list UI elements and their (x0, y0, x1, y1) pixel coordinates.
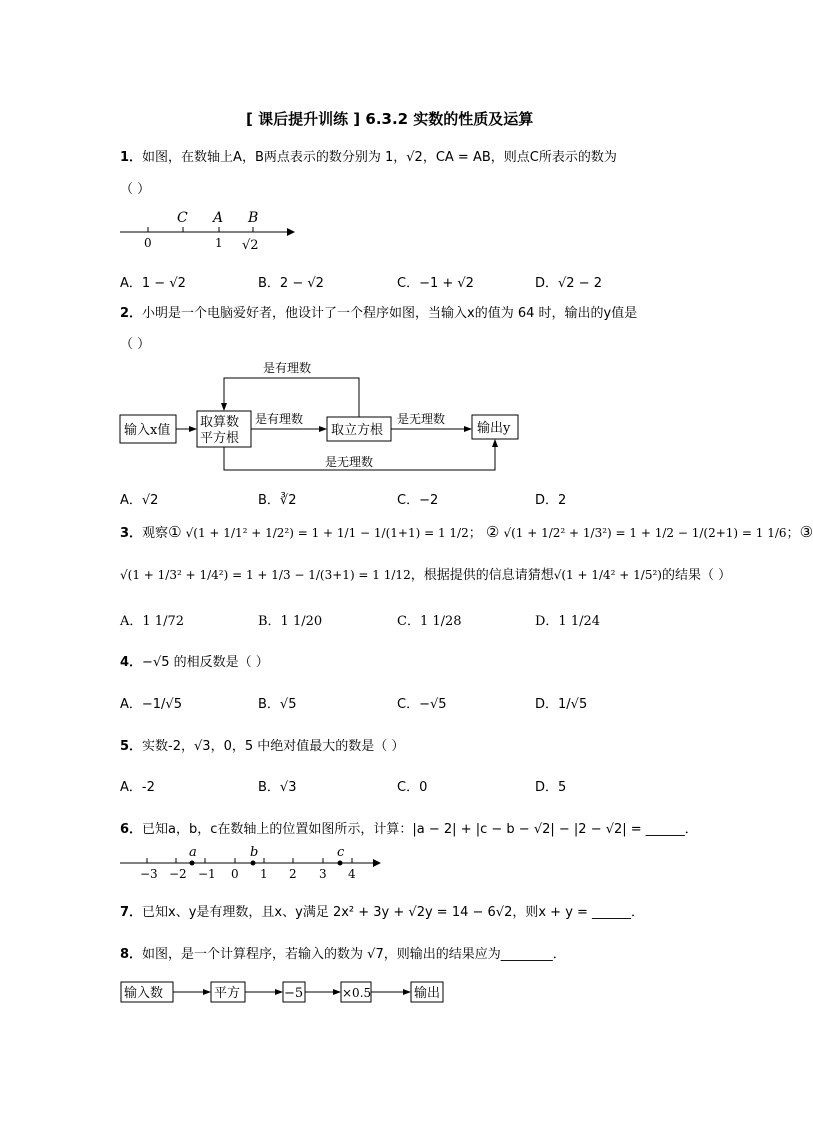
flow-step1-line1: 取算数 (200, 415, 240, 430)
axis-label-b: B (248, 210, 259, 226)
question-text: 小明是一个电脑爱好者，他设计了一个程序如图，当输入x的值为 64 时，输出的y值是 (142, 306, 638, 321)
flow-box-input: 输入数 (124, 986, 164, 1001)
equation-1: √(1 + 1/1² + 1/2²) = 1 + 1/1 − 1/(1+1) = 1 1/2 (185, 526, 469, 540)
guess-expression: √(1 + 1/4² + 1/5²) (553, 568, 662, 582)
question-paren: （ ） (120, 337, 151, 352)
circle-1: ① (168, 523, 182, 541)
option-a: A．-2 (120, 780, 155, 795)
point-a-label: a (189, 845, 197, 860)
flow-box-times05: ×0.5 (342, 986, 372, 1000)
q8-flowchart (115, 978, 455, 1008)
question-text: 已知a，b，c在数轴上的位置如图所示，计算：|a − 2| + |c − b − √2| − |2 − √2| = ______． (142, 822, 698, 837)
question-3: 3．观察① √(1 + 1/1² + 1/2²) = 1 + 1/1 − 1/(1+1) = 1 1/2； ② √(1 + 1/2² + 1/3²) = 1 + 1/2 − 1/(2+1) = 1 1/6；③ (120, 523, 813, 541)
option-d: D．1 1/24 (535, 614, 601, 629)
question-text: 如图，在数轴上A，B两点表示的数分别为 1，√2，CA = AB，则点C所表示的数为 (142, 150, 617, 165)
question-number: 3． (120, 526, 143, 541)
question-number: 5． (120, 739, 143, 754)
option-a: A．√2 (120, 493, 159, 508)
circle-2: ② (485, 523, 500, 541)
question-number: 4． (120, 655, 143, 670)
question-number: 1． (120, 150, 143, 165)
question-text: 实数-2，√3，0，5 中绝对值最大的数是（ ） (142, 739, 405, 754)
tick-label: 3 (319, 867, 327, 881)
q6-number-line (115, 842, 385, 882)
option-b: B．√3 (258, 780, 297, 795)
question-text: 如图，是一个计算程序，若输入的数为 √7，则输出的结果应为________． (142, 947, 566, 962)
question-4 (120, 651, 269, 670)
tick-label: −1 (198, 867, 216, 881)
tick-label: 4 (348, 867, 356, 881)
question-6 (120, 818, 698, 837)
question-tail: 的结果（ ） (661, 568, 732, 583)
option-d: D．5 (535, 780, 567, 795)
option-c: C．−2 (397, 493, 439, 508)
flow-arrow2-label: 是无理数 (397, 412, 446, 426)
question-text: ，根据提供的信息请猜想 (410, 568, 554, 583)
flow-box-square: 平方 (214, 986, 241, 1001)
tick-label: −2 (169, 867, 187, 881)
axis-tick-0: 0 (144, 236, 152, 250)
option-a: A．1 1/72 (120, 614, 184, 629)
q2-flowchart (115, 355, 535, 475)
option-a: A．1 − √2 (120, 276, 186, 291)
question-text: −√5 的相反数是（ ） (142, 655, 269, 670)
point-b-label: b (250, 845, 259, 860)
question-7 (120, 901, 644, 920)
option-b: B．√5 (258, 697, 297, 712)
question-2 (120, 302, 637, 321)
option-c: C．−√5 (397, 697, 447, 712)
flow-step2-label: 取立方根 (331, 423, 384, 438)
question-intro: 观察 (142, 526, 169, 541)
flow-step1-line2: 平方根 (200, 431, 240, 446)
tick-label: 2 (289, 867, 297, 881)
axis-label-c: C (177, 210, 188, 226)
question-5 (120, 735, 404, 754)
tick-label: 1 (260, 867, 268, 881)
flow-box-minus5: −5 (284, 986, 304, 1001)
tick-label: 0 (231, 867, 239, 881)
flow-box-output: 输出 (414, 986, 441, 1001)
question-number: 6． (120, 822, 143, 837)
option-b: B．2 − √2 (258, 276, 324, 291)
option-b: B．1 1/20 (258, 614, 323, 629)
question-number: 7． (120, 905, 143, 920)
axis-label-a: A (213, 210, 224, 226)
option-c: C．−1 + √2 (397, 276, 474, 291)
option-d: D．√2 − 2 (535, 276, 602, 291)
question-8 (120, 943, 566, 962)
option-d: D．1/√5 (535, 697, 588, 712)
page-title: [ 课后提升训练 ] 6.3.2 实数的性质及运算 (246, 110, 534, 128)
question-number: 2． (120, 306, 143, 321)
flow-output-label: 输出y (477, 421, 511, 436)
flow-input-label: 输入x值 (124, 423, 171, 438)
equation-3: √(1 + 1/3² + 1/4²) = 1 + 1/3 − 1/(3+1) = 1 1/12 (120, 568, 411, 582)
option-a: A．−1/√5 (120, 697, 182, 712)
option-c: C．0 (397, 780, 428, 795)
option-c: C．1 1/28 (397, 614, 462, 629)
option-d: D．2 (535, 493, 567, 508)
flow-arrow1-label: 是有理数 (255, 412, 304, 426)
equation-2: √(1 + 1/2² + 1/3²) = 1 + 1/2 − 1/(2+1) = 1 1/6 (503, 526, 787, 540)
option-b: B．∛2 (258, 493, 297, 508)
question-1 (120, 146, 617, 165)
question-text: 已知x、y是有理数，且x、y满足 2x² + 3y + √2y = 14 − 6√2，则x + y = ______． (142, 905, 645, 920)
point-c-label: c (337, 845, 345, 860)
question-number: 8． (120, 947, 143, 962)
flow-loop-label: 是有理数 (263, 361, 312, 375)
circle-3: ③ (799, 523, 813, 541)
q1-number-line (115, 205, 300, 255)
axis-tick-sqrt2: √2 (242, 238, 259, 253)
flow-bottom-label: 是无理数 (325, 455, 374, 469)
axis-tick-1: 1 (215, 236, 223, 250)
question-paren: （ ） (120, 182, 151, 197)
tick-label: −3 (140, 867, 158, 881)
question-3-line2 (120, 564, 731, 583)
